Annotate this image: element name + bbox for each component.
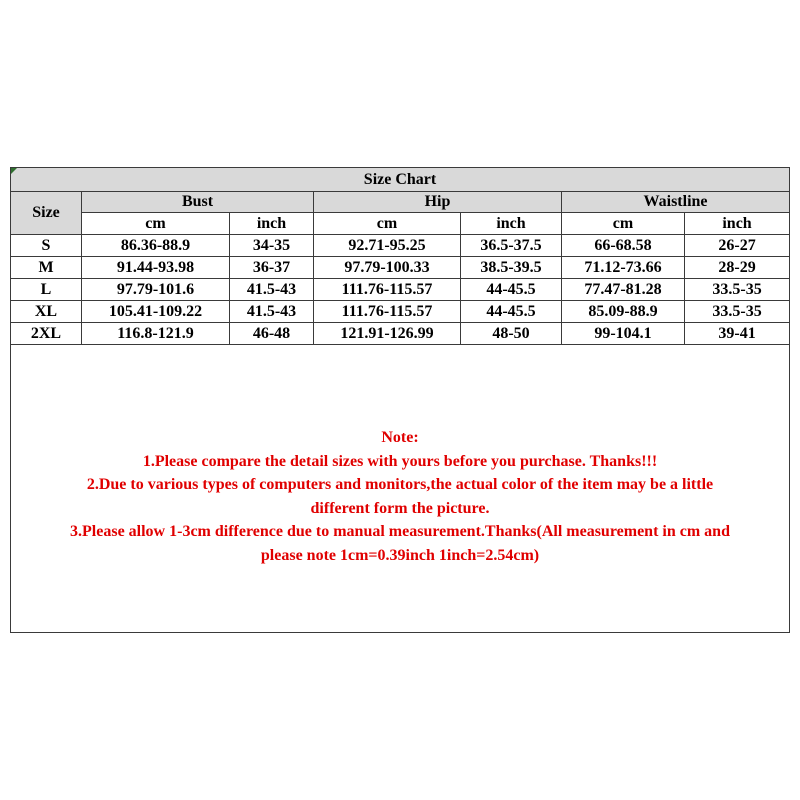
table-cell: 46-48	[230, 323, 314, 345]
note-line-3b: please note 1cm=0.39inch 1inch=2.54cm)	[260, 546, 540, 564]
table-cell: 99-104.1	[562, 323, 685, 345]
table-cell: 86.36-88.9	[82, 235, 230, 257]
table-cell: 36.5-37.5	[461, 235, 562, 257]
table-cell: 91.44-93.98	[82, 257, 230, 279]
table-cell: 97.79-100.33	[314, 257, 461, 279]
table-cell: 121.91-126.99	[314, 323, 461, 345]
table-cell: 105.41-109.22	[82, 301, 230, 323]
unit-header: cm	[314, 213, 461, 235]
table-row	[11, 235, 790, 257]
table-cell: 92.71-95.25	[314, 235, 461, 257]
unit-header: inch	[461, 213, 562, 235]
table-cell: 41.5-43	[230, 301, 314, 323]
size-cell: S	[11, 235, 82, 257]
table-cell: 44-45.5	[461, 301, 562, 323]
note-line-2b: different form the picture.	[310, 499, 490, 517]
table-cell: 48-50	[461, 323, 562, 345]
note-line-2a: 2.Due to various types of computers and monitors,the actual color of the item may be a little	[86, 476, 714, 493]
table-cell: 33.5-35	[685, 279, 790, 301]
size-cell: L	[11, 279, 82, 301]
table-cell: 34-35	[230, 235, 314, 257]
group-header-row	[11, 192, 790, 213]
unit-header: cm	[562, 213, 685, 235]
table-cell: 33.5-35	[685, 301, 790, 323]
size-cell: 2XL	[11, 323, 82, 345]
table-cell: 39-41	[685, 323, 790, 345]
table-cell: 28-29	[685, 257, 790, 279]
group-header-waistline: Waistline	[562, 192, 790, 213]
table-cell: 116.8-121.9	[82, 323, 230, 345]
table-cell: 38.5-39.5	[461, 257, 562, 279]
unit-header: cm	[82, 213, 230, 235]
table-cell: 36-37	[230, 257, 314, 279]
corner-mark-icon	[11, 168, 17, 174]
table-cell: 97.79-101.6	[82, 279, 230, 301]
table-cell: 111.76-115.57	[314, 279, 461, 301]
table-cell: 66-68.58	[562, 235, 685, 257]
table-cell: 41.5-43	[230, 279, 314, 301]
size-chart-title: Size Chart	[11, 168, 790, 192]
table-row	[11, 301, 790, 323]
table-cell: 44-45.5	[461, 279, 562, 301]
notes-section	[11, 426, 789, 567]
note-line-1: 1.Please compare the detail sizes with yours before you purchase. Thanks!!!	[142, 452, 658, 470]
table-cell: 71.12-73.66	[562, 257, 685, 279]
table-cell: 111.76-115.57	[314, 301, 461, 323]
table-cell: 85.09-88.9	[562, 301, 685, 323]
table-row	[11, 279, 790, 301]
notes-heading: Note:	[381, 429, 419, 446]
group-header-bust: Bust	[82, 192, 314, 213]
unit-header: inch	[230, 213, 314, 235]
group-header-hip: Hip	[314, 192, 562, 213]
unit-header-row	[11, 213, 790, 235]
table-cell: 77.47-81.28	[562, 279, 685, 301]
unit-header: inch	[685, 213, 790, 235]
size-cell: M	[11, 257, 82, 279]
table-cell: 26-27	[685, 235, 790, 257]
title-row	[11, 168, 790, 192]
table-row	[11, 257, 790, 279]
size-cell: XL	[11, 301, 82, 323]
size-column-header: Size	[11, 192, 82, 235]
size-chart-table	[10, 167, 790, 345]
note-line-3a: 3.Please allow 1-3cm difference due to manual measurement.Thanks(All measurement in cm and	[70, 523, 730, 540]
table-row	[11, 323, 790, 345]
